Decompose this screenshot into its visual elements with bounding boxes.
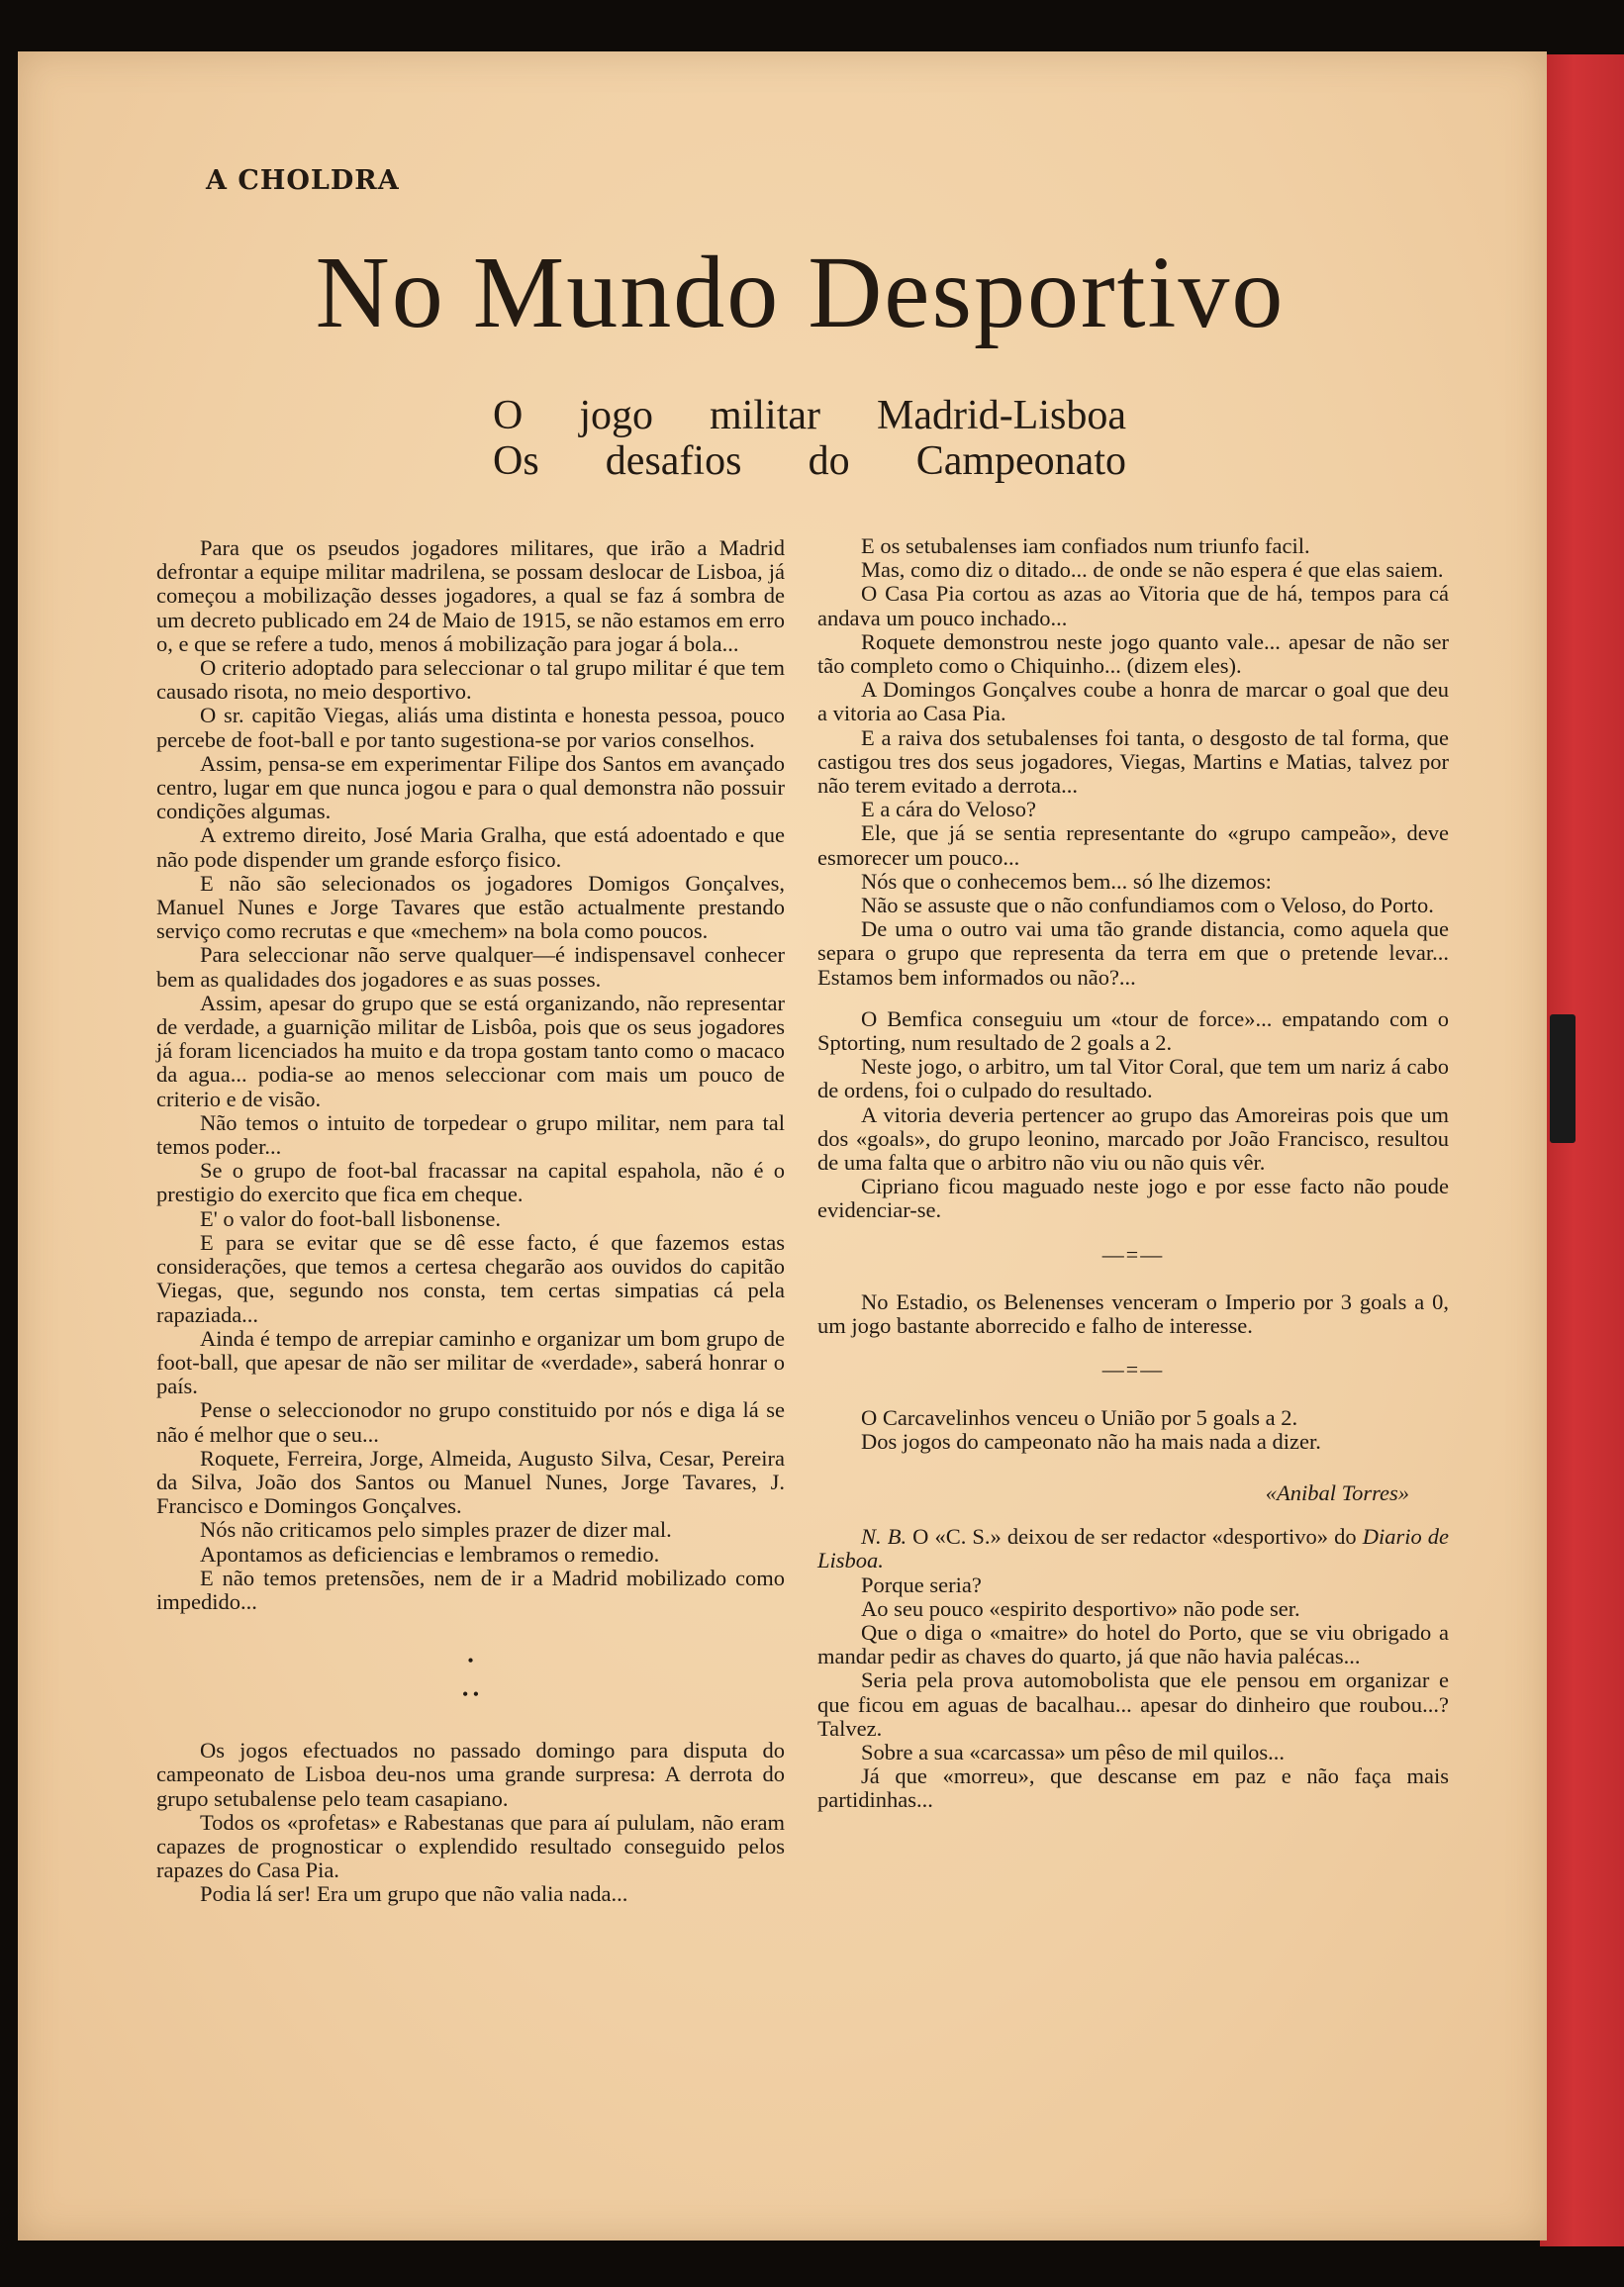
paragraph: Ao seu pouco «espirito desportivo» não pode ser.: [861, 1595, 1300, 1621]
paragraph: A extremo direito, José Maria Gralha, que está adoentado e que não pode dispender um grande esforço fisico.: [156, 822, 785, 872]
section-separator: —=—: [1101, 1357, 1165, 1382]
paragraph: Mas, como diz o ditado... de onde se não espera é que elas saiem.: [861, 557, 1444, 583]
paragraph: O sr. capitão Viegas, aliás uma distinta e honesta pessoa, pouco percebe de foot-ball e por tanto sugestiona-se por varios conselhos.: [156, 703, 785, 752]
paragraph: No Estadio, os Belenenses venceram o Imperio por 3 goals a 0, um jogo bastante aborrecido e falho de interesse.: [817, 1288, 1449, 1339]
paragraph: Para que os pseudos jogadores militares, que irão a Madrid defrontar a equipe militar madrilena, se possam deslocar de Lisboa, já começou a mobilização desses jogadores, a qual se faz á sombra de um decreto publicado em 24 de Maio de 1915, se não estamos em erro o, e que se refere a tudo, menos á mobilização para jogar á bola...: [156, 535, 785, 656]
paragraph: Dos jogos do campeonato não ha mais nada a dizer.: [861, 1428, 1321, 1454]
page-title: No Mundo Desportivo: [315, 236, 1286, 349]
paragraph: E não temos pretensões, nem de ir a Madrid mobilizado como impedido...: [156, 1565, 785, 1614]
red-cover-edge: [1540, 54, 1624, 2246]
paragraph: E' o valor do foot-ball lisbonense.: [200, 1205, 501, 1231]
paragraph: Sobre a sua «carcassa» um pêso de mil quilos...: [861, 1739, 1286, 1764]
paragraph: Podia lá ser! Era um grupo que não valia nada...: [200, 1881, 628, 1907]
paragraph: E a cára do Veloso?: [861, 797, 1037, 822]
paragraph: E a raiva dos setubalenses foi tanta, o desgosto de tal forma, que castigou tres dos seus jogadores, Viegas, Martins e Matias, talvez por não terem evitado a derrota...: [817, 724, 1449, 799]
paragraph: O Carcavelinhos venceu o União por 5 goals a 2.: [861, 1404, 1298, 1430]
paragraph: A vitoria deveria pertencer ao grupo das Amoreiras pois que um dos «goals», do grupo leonino, marcado por João Francisco, resultou de uma falta que o arbitro não viu ou não quis vêr.: [817, 1101, 1449, 1176]
left-column: [156, 536, 785, 1907]
newspaper-page: [18, 51, 1547, 2240]
paragraph: Seria pela prova automobolista que ele pensou em organizar e que ficou em aguas de bacalhau... apesar do dinheiro que roubou...? Talvez.: [817, 1668, 1449, 1741]
nb-prefix: N. B.: [861, 1524, 908, 1550]
nb-text: O «C. S.» deixou de ser redactor «desportivo» do: [912, 1524, 1357, 1550]
nb-paragraph: [817, 1525, 1449, 1572]
paragraph: Para seleccionar não serve qualquer—é indispensavel conhecer bem as qualidades dos jogadores e as suas posses.: [156, 942, 785, 992]
paragraph: Todos os «profetas» e Rabestanas que para aí pululam, não eram capazes de prognosticar o explendido resultado conseguido pelos rapazes do Casa Pia.: [156, 1809, 785, 1883]
section-label: A CHOLDRA: [206, 165, 400, 196]
paragraph: Nós não criticamos pelo simples prazer de dizer mal.: [200, 1517, 672, 1543]
paragraph: Pense o seleccionodor no grupo constituido por nós e diga lá se não é melhor que o seu...: [156, 1397, 785, 1447]
paragraph: De uma o outro vai uma tão grande distancia, como aquela que separa o grupo que representa da terra em que o pretende levar... Estamos bem informados ou não?...: [817, 916, 1449, 990]
paragraph: Não se assuste que o não confundiamos com o Veloso, do Porto.: [861, 893, 1434, 918]
paragraph: Não temos o intuito de torpedear o grupo militar, nem para tal temos poder...: [156, 1109, 785, 1160]
paragraph: E para se evitar que se dê esse facto, é que fazemos estas considerações, que temos a certesa chegarão aos ouvidos do capitão Viegas, que, segundo nos consta, tem certas simpatias cá pela rapaziada...: [156, 1229, 785, 1327]
paragraph: Porque seria?: [861, 1572, 982, 1597]
author-signature: «Anibal Torres»: [1265, 1479, 1409, 1505]
paragraph: Ainda é tempo de arrepiar caminho e organizar um bom grupo de foot-ball, que apesar de não ser militar de «verdade», saberá honrar o país.: [156, 1325, 785, 1399]
paragraph: O Bemfica conseguiu um «tour de force»... empatando com o Sptorting, num resultado de 2 goals a 2.: [817, 1005, 1449, 1056]
paragraph: Se o grupo de foot-bal fracassar na capital espahola, não é o prestigio do exercito que fica em cheque.: [156, 1158, 785, 1207]
paragraph: Cipriano ficou maguado neste jogo e por esse facto não poude evidenciar-se.: [817, 1174, 1449, 1223]
bullet-separator: • • •: [461, 1651, 480, 1705]
paragraph: E não são selecionados os jogadores Domigos Gonçalves, Manuel Nunes e Jorge Tavares que estão actualmente prestando serviço como recrutas e que «mechem» na bola como poucos.: [156, 870, 785, 944]
paragraph: Já que «morreu», que descanse em paz e não faça mais partidinhas...: [817, 1763, 1449, 1813]
paragraph: Os jogos efectuados no passado domingo para disputa do campeonato de Lisboa deu-nos uma grande surpresa: A derrota do grupo setubalense pelo team casapiano.: [156, 1738, 785, 1811]
binder-clip: [1550, 1014, 1576, 1143]
paragraph: O criterio adoptado para seleccionar o tal grupo militar é que tem causado risota, no meio desportivo.: [156, 655, 785, 705]
section-separator: —=—: [1101, 1241, 1165, 1267]
subtitle-line-1: O jogo militar Madrid-Lisboa: [493, 393, 1126, 438]
paragraph: Assim, pensa-se em experimentar Filipe dos Santos em avançado centro, lugar em que nunca jogou e para o qual demonstra não possuir condições algumas.: [156, 750, 785, 824]
paragraph: O Casa Pia cortou as azas ao Vitoria que de há, tempos para cá andava um pouco inchado...: [817, 581, 1449, 630]
newspaper-name: Diario de Lisboa.: [817, 1524, 1450, 1573]
paragraph: Roquete, Ferreira, Jorge, Almeida, Augusto Silva, Cesar, Pereira da Silva, João dos Santos ou Manuel Nunes, Jorge Tavares, J. Francisco e Domingos Gonçalves.: [156, 1445, 785, 1519]
paragraph: A Domingos Gonçalves coube a honra de marcar o goal que deu a vitoria ao Casa Pia.: [817, 677, 1449, 726]
paragraph: Roquete demonstrou neste jogo quanto vale... apesar de não ser tão completo como o Chiquinho... (dizem eles).: [817, 628, 1449, 679]
right-column: [817, 534, 1449, 1813]
paragraph: E os setubalenses iam confiados num triunfo facil.: [861, 533, 1310, 558]
paragraph: Assim, apesar do grupo que se está organizando, não representar de verdade, a guarnição militar de Lisbôa, pois que os seus jogadores já foram licenciados ha muito e da tropa gostam tanto como o macaco da agua... podia-se ao menos seleccionar com mais um pouco de criterio e de visão.: [156, 990, 785, 1111]
subtitle-line-2: Os desafios do Campeonato: [493, 438, 1126, 484]
paragraph: Ele, que já se sentia representante do «grupo campeão», deve esmorecer um pouco...: [817, 820, 1449, 870]
paragraph: Que o diga o «maitre» do hotel do Porto, que se viu obrigado a mandar pedir as chaves do quarto, já que não havia palécas...: [817, 1619, 1449, 1669]
paragraph: Nós que o conhecemos bem... só lhe dizemos:: [861, 868, 1272, 894]
subtitle: [493, 393, 1126, 484]
paragraph: Apontamos as deficiencias e lembramos o remedio.: [200, 1541, 660, 1567]
paragraph: Neste jogo, o arbitro, um tal Vitor Coral, que tem um nariz á cabo de ordens, foi o culpado do resultado.: [817, 1054, 1449, 1103]
